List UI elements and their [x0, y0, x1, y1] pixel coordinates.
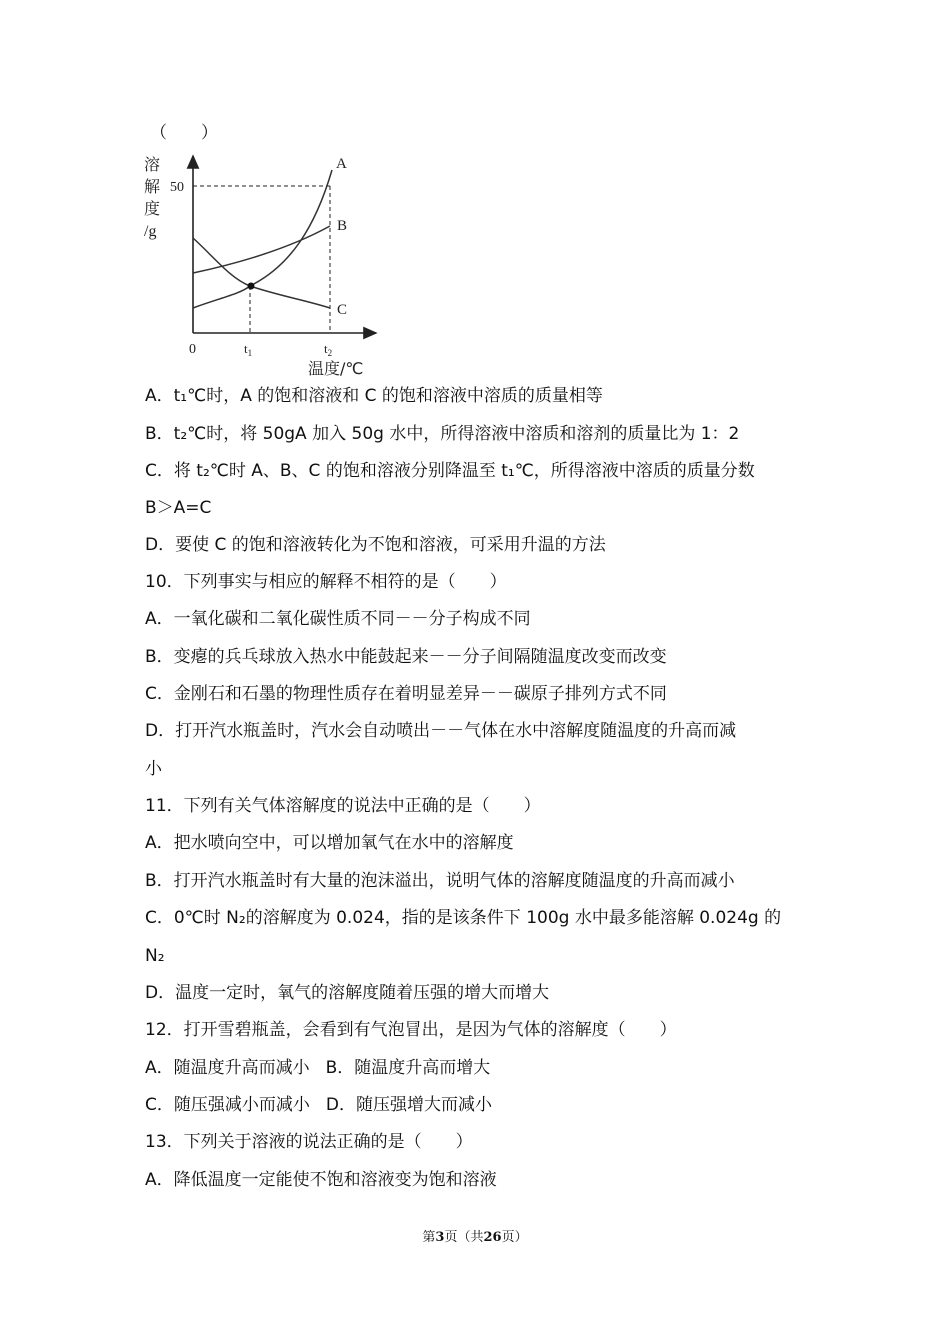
intersection-point — [248, 283, 255, 290]
q12-options-ab — [145, 1057, 490, 1079]
q13-stem: 13．下列关于溶液的说法正确的是（ ） — [145, 1132, 473, 1152]
q12-option-a: A．随温度升高而减小 — [145, 1058, 310, 1078]
q12-option-c: C．随压强减小而减小 — [145, 1095, 310, 1115]
q13-option-a: A．降低温度一定能使不饱和溶液变为饱和溶液 — [145, 1170, 497, 1190]
page-footer: 第3页（共26页） — [422, 1230, 528, 1245]
q9-option-b: B．t₂℃时，将 50gA 加入 50g 水中，所得溶液中溶质和溶剂的质量比为 1：2 — [145, 424, 740, 444]
q10-stem: 10．下列事实与相应的解释不相符的是（ ） — [145, 572, 507, 592]
curve-label-b: B — [337, 218, 348, 234]
q12-stem: 12．打开雪碧瓶盖，会看到有气泡冒出，是因为气体的溶解度（ ） — [145, 1020, 677, 1040]
x-tick-t1: $t_1$ — [244, 341, 253, 358]
q10-option-b: B．变瘪的兵乓球放入热水中能鼓起来－－分子间隔随温度改变而改变 — [145, 647, 667, 667]
q11-stem: 11．下列有关气体溶解度的说法中正确的是（ ） — [145, 796, 541, 816]
y-tick-50: 50 — [170, 180, 184, 195]
y-axis-label-4: /g — [144, 223, 157, 240]
curve-label-c: C — [337, 302, 348, 318]
q10-option-c: C．金刚石和石墨的物理性质存在着明显差异－－碳原子排列方式不同 — [145, 684, 667, 704]
x-axis-label: 温度/℃ — [308, 359, 364, 378]
q10-option-d-line2: 小 — [145, 759, 162, 779]
q12-options-cd — [145, 1094, 492, 1116]
q11-option-c-line1: C．0℃时 N₂的溶解度为 0.024，指的是该条件下 100g 水中最多能溶解 0.024g 的 — [145, 908, 782, 928]
q11-option-a: A．把水喷向空中，可以增加氧气在水中的溶解度 — [145, 833, 514, 853]
q9-option-a: A．t₁℃时，A 的饱和溶液和 C 的饱和溶液中溶质的质量相等 — [145, 386, 603, 406]
solubility-chart — [140, 148, 400, 378]
q12-option-b: B．随温度升高而增大 — [325, 1058, 491, 1078]
q11-option-b: B．打开汽水瓶盖时有大量的泡沫溢出，说明气体的溶解度随温度的升高而减小 — [145, 871, 735, 891]
curve-c — [193, 238, 330, 308]
curve-b — [193, 226, 330, 273]
q9-option-c-line1: C．将 t₂℃时 A、B、C 的饱和溶液分别降温至 t₁℃，所得溶液中溶质的质量分数 — [145, 461, 755, 481]
q10-option-a: A．一氧化碳和二氧化碳性质不同－－分子构成不同 — [145, 609, 531, 629]
question-9-paren: （ ） — [150, 123, 218, 143]
x-tick-t2: $t_2$ — [324, 341, 333, 358]
curve-label-a: A — [336, 156, 347, 172]
y-axis-label-3: 度 — [144, 199, 161, 218]
q11-option-c-line2: N₂ — [145, 946, 165, 966]
y-axis-label-2: 解 — [144, 177, 161, 196]
q9-option-c-line2: B＞A=C — [145, 498, 212, 518]
q9-option-d: D．要使 C 的饱和溶液转化为不饱和溶液，可采用升温的方法 — [145, 535, 606, 555]
page-number: 3 — [435, 1230, 445, 1245]
q12-option-d: D．随压强增大而减小 — [325, 1095, 492, 1115]
curve-a — [193, 170, 332, 308]
y-axis-label-1: 溶 — [144, 155, 161, 174]
origin-label: 0 — [189, 342, 196, 357]
q11-option-d: D．温度一定时，氧气的溶解度随着压强的增大而增大 — [145, 983, 550, 1003]
total-pages: 26 — [483, 1230, 502, 1245]
q10-option-d-line1: D．打开汽水瓶盖时，汽水会自动喷出－－气体在水中溶解度随温度的升高而减 — [145, 721, 737, 741]
